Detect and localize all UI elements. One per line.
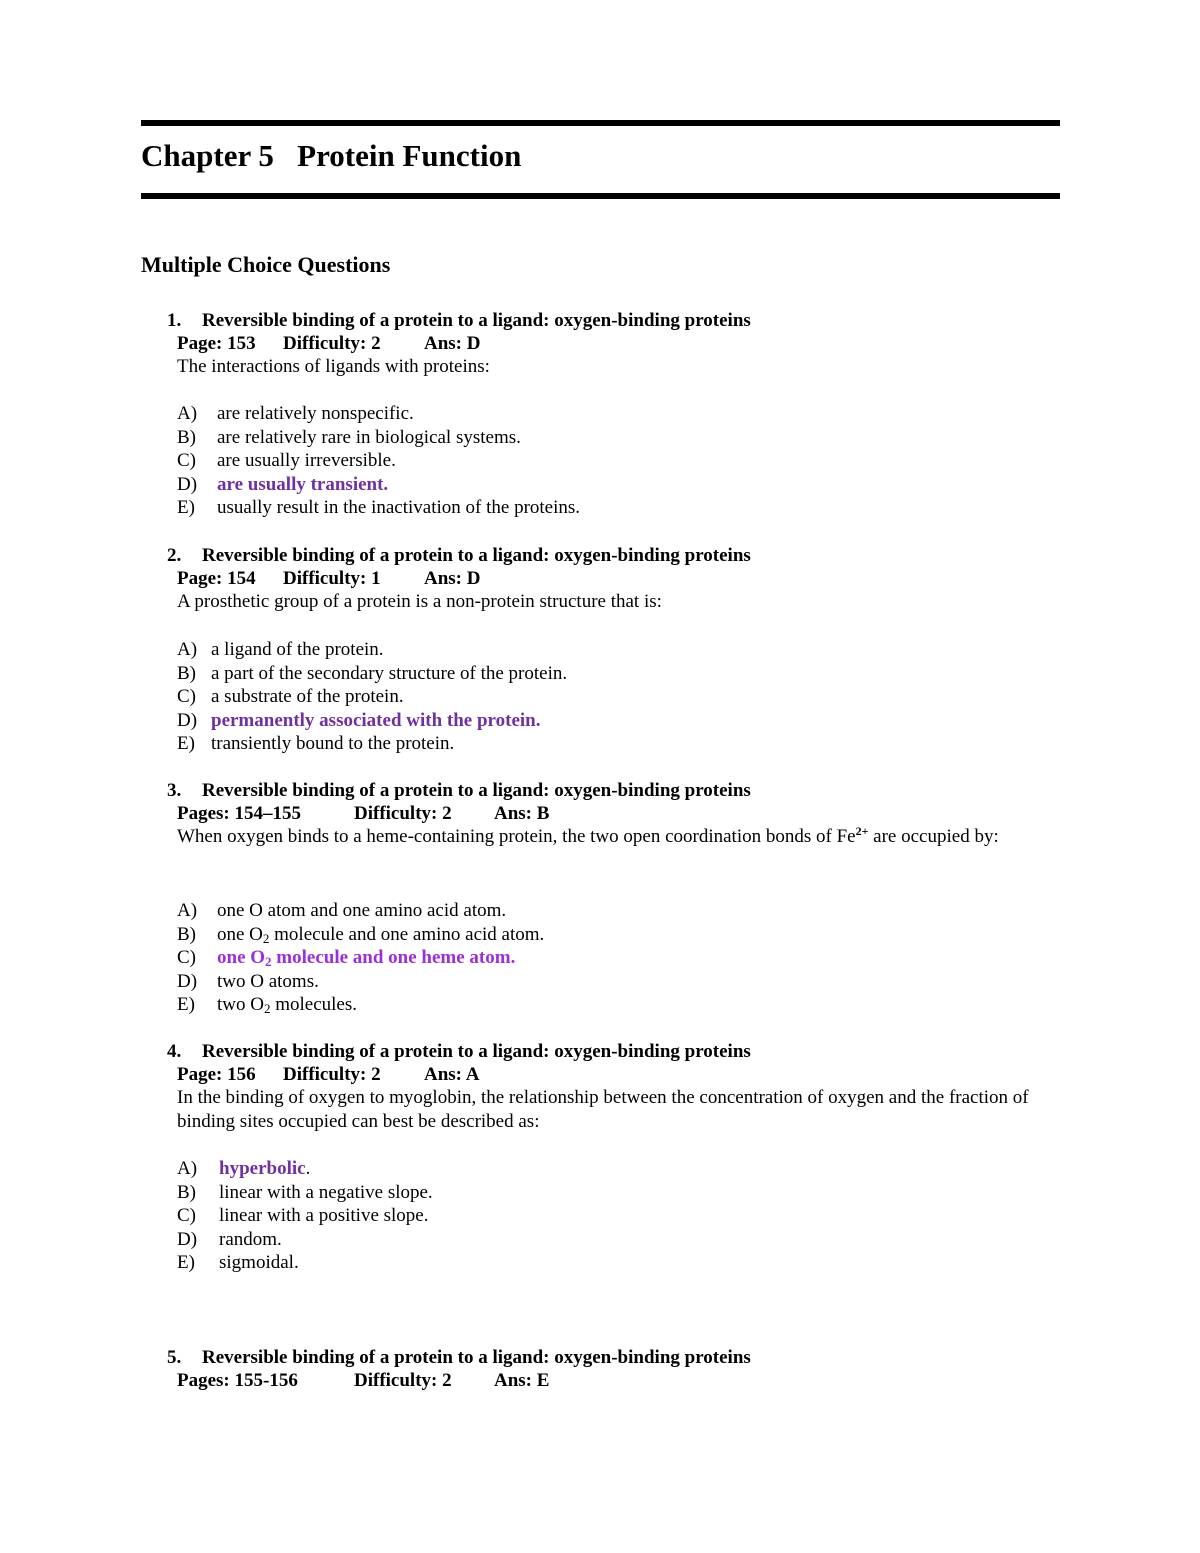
question-number: 3. [167,780,182,801]
option-letter: D) [177,709,198,731]
option-d [177,970,1057,994]
question-stem: In the binding of oxygen to myoglobin, the relationship between the concentration of oxygen and the fraction of binding sites occupied can best be described as: [177,1087,1029,1132]
option-letter: E) [177,497,195,518]
question-topic [167,309,751,333]
option-text-pre: one O [217,923,263,945]
option-text [217,993,357,1017]
question-number: 2. [167,545,182,566]
option-text-main: hyperbolic [219,1158,306,1179]
question-topic-text: Reversible binding of a protein to a ligand: oxygen-binding proteins [202,545,751,566]
option-c [177,1204,1057,1228]
option-a [177,638,1057,662]
option-text: are relatively rare in biological systems. [217,426,521,448]
superscript-charge: 2+ [855,824,869,838]
option-d-correct [177,709,1057,733]
option-a [177,899,1057,923]
answer-key: Ans: B [494,803,550,824]
option-text: random. [219,1228,282,1250]
answer-key: Ans: D [424,568,481,589]
page-ref: Pages: 155-156 [177,1370,298,1391]
option-letter: C) [177,947,196,968]
option-a [177,402,1057,426]
option-b [177,923,1057,947]
option-letter: D) [177,970,198,992]
option-letter: D) [177,473,198,495]
question-topic-text: Reversible binding of a protein to a ligand: oxygen-binding proteins [202,780,751,801]
answer-options [177,1157,1057,1275]
option-text-trail: . [305,1158,311,1179]
option-text: usually result in the inactivation of the proteins. [217,497,581,518]
option-letter: B) [177,1181,196,1203]
option-text: a substrate of the protein. [211,686,404,707]
option-text: permanently associated with the protein. [211,709,541,731]
option-text-post: molecule and one amino acid atom. [269,923,545,945]
page-ref: Pages: 154–155 [177,803,302,824]
option-text: two O atoms. [217,970,319,992]
question-topic [167,1346,751,1370]
option-text: transiently bound to the protein. [211,733,455,754]
option-text: are usually irreversible. [217,450,396,471]
answer-options [177,638,1057,756]
option-e [177,496,1057,520]
subscript: 2 [262,930,270,946]
section-heading: Multiple Choice Questions [141,252,391,277]
answer-key: Ans: E [494,1370,550,1391]
option-d-correct [177,473,1057,497]
option-letter: C) [177,686,196,707]
option-letter: E) [177,994,195,1015]
option-letter: A) [177,900,198,921]
question-number: 4. [167,1041,182,1062]
difficulty: Difficulty: 2 [283,333,381,354]
question-stem [177,825,1057,849]
option-letter: D) [177,1228,198,1250]
answer-key: Ans: D [424,333,481,354]
question-number: 1. [167,310,182,331]
option-b [177,1181,1057,1205]
option-text: are usually transient. [217,473,389,495]
question-topic-text: Reversible binding of a protein to a ligand: oxygen-binding proteins [202,310,751,331]
option-letter: B) [177,923,196,945]
option-text-pre: one O [217,947,266,968]
option-c [177,449,1057,473]
option-text: a part of the secondary structure of the protein. [211,662,568,684]
question-topic-text: Reversible binding of a protein to a ligand: oxygen-binding proteins [202,1347,751,1368]
option-e [177,1251,1057,1275]
option-text: one O atom and one amino acid atom. [217,900,507,921]
option-text [217,946,515,970]
option-text [219,1157,310,1181]
answer-key: Ans: A [424,1064,480,1085]
option-text: are relatively nonspecific. [217,403,414,424]
option-text: linear with a negative slope. [219,1181,433,1203]
option-e [177,732,1057,756]
difficulty: Difficulty: 2 [354,1370,452,1391]
option-letter: A) [177,639,198,660]
option-b [177,662,1057,686]
question-topic [167,544,751,568]
answer-options [177,899,1057,1017]
option-b [177,426,1057,450]
top-rule [141,120,1060,126]
option-letter: A) [177,1158,198,1179]
subscript: 2 [265,954,272,969]
option-letter: C) [177,1205,196,1226]
page-ref: Page: 153 [177,333,256,354]
option-text-post: molecule and one heme atom. [271,947,516,968]
difficulty: Difficulty: 1 [283,568,381,589]
option-d [177,1228,1057,1252]
option-letter: B) [177,662,196,684]
option-letter: E) [177,733,195,754]
option-text [217,923,544,947]
option-c [177,685,1057,709]
question-stem: The interactions of ligands with proteins: [177,356,490,377]
option-text: a ligand of the protein. [211,639,384,660]
page-ref: Page: 156 [177,1064,256,1085]
option-letter: B) [177,426,196,448]
option-a-correct [177,1157,1057,1181]
chapter-title: Chapter 5 Protein Function [141,138,522,173]
answer-options [177,402,1057,520]
option-text-post: molecules. [270,994,358,1015]
option-text-pre: two O [217,994,264,1015]
subscript: 2 [263,1001,271,1016]
option-c-correct [177,946,1057,970]
option-letter: C) [177,450,196,471]
page-ref: Page: 154 [177,568,256,589]
option-e [177,993,1057,1017]
question-topic [167,1040,751,1064]
difficulty: Difficulty: 2 [354,803,452,824]
difficulty: Difficulty: 2 [283,1064,381,1085]
question-stem: A prosthetic group of a protein is a non-protein structure that is: [177,591,662,612]
option-text: linear with a positive slope. [219,1205,429,1226]
question-number: 5. [167,1347,182,1368]
question-topic [167,779,751,803]
option-letter: E) [177,1252,195,1273]
question-topic-text: Reversible binding of a protein to a ligand: oxygen-binding proteins [202,1041,751,1062]
option-letter: A) [177,403,198,424]
stem-text: When oxygen binds to a heme-containing protein, the two open coordination bonds of Fe [177,826,856,847]
option-text: sigmoidal. [219,1252,299,1273]
bottom-rule [141,193,1060,199]
stem-text-end: are occupied by: [868,826,999,847]
